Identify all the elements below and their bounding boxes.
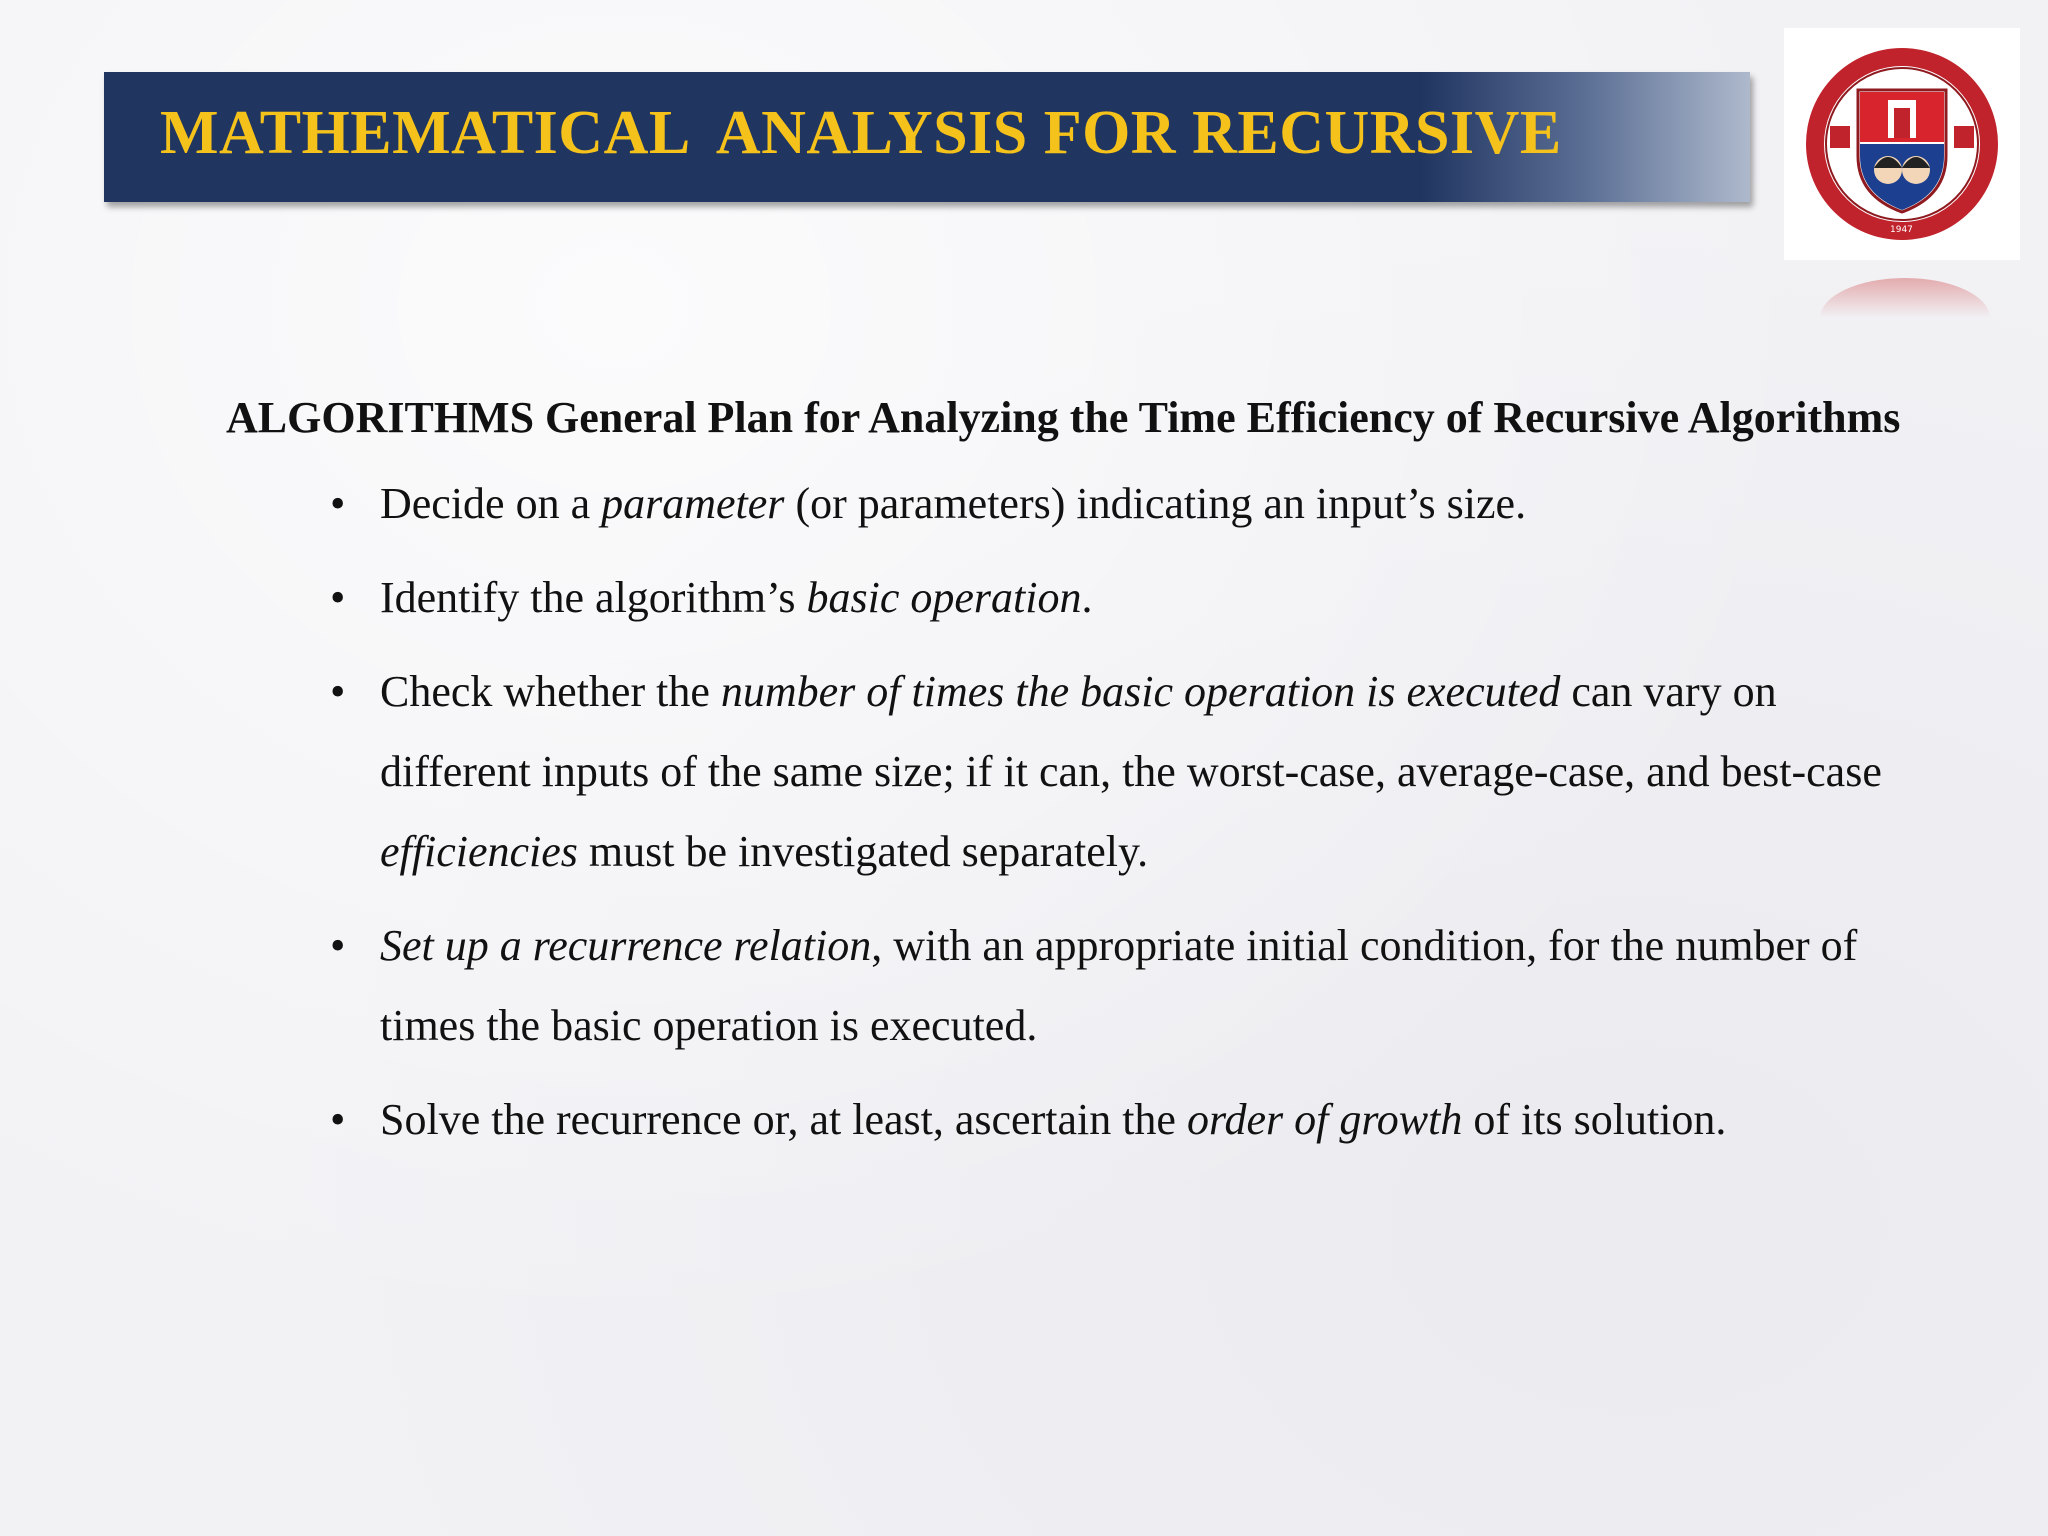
list-item: • Check whether the number of times the basic operation is executed can vary on different inputs of the same size; if it can, the worst-case, average-case, and best-case efficiencies must be investigated separately. (380, 652, 1926, 892)
slide-title: MATHEMATICAL ANALYSIS FOR RECURSIVE (160, 99, 1562, 167)
logo-reflection (1820, 278, 1990, 318)
bullet-marker: • (330, 921, 346, 970)
list-item: • Solve the recurrence or, at least, ascertain the order of growth of its solution. (380, 1080, 1926, 1160)
bullet-marker: • (330, 573, 346, 622)
institute-logo (1784, 28, 2020, 260)
section-heading: ALGORITHMS General Plan for Analyzing the Time Efficiency of Recursive Algorithms (226, 393, 1901, 442)
seal-icon (1784, 28, 2020, 260)
bullet-marker: • (330, 1095, 346, 1144)
bullet-marker: • (330, 479, 346, 528)
content-area (226, 378, 1926, 1174)
bullet-list (226, 464, 1926, 1160)
bullet-marker: • (330, 667, 346, 716)
title-banner (104, 72, 1750, 202)
logo-year: 1947 (1890, 225, 1913, 235)
list-item: • Set up a recurrence relation, with an appropriate initial condition, for the number of times the basic operation is executed. (380, 906, 1926, 1066)
list-item: • Decide on a parameter (or parameters) indicating an input’s size. (380, 464, 1926, 544)
list-item: • Identify the algorithm’s basic operation. (380, 558, 1926, 638)
